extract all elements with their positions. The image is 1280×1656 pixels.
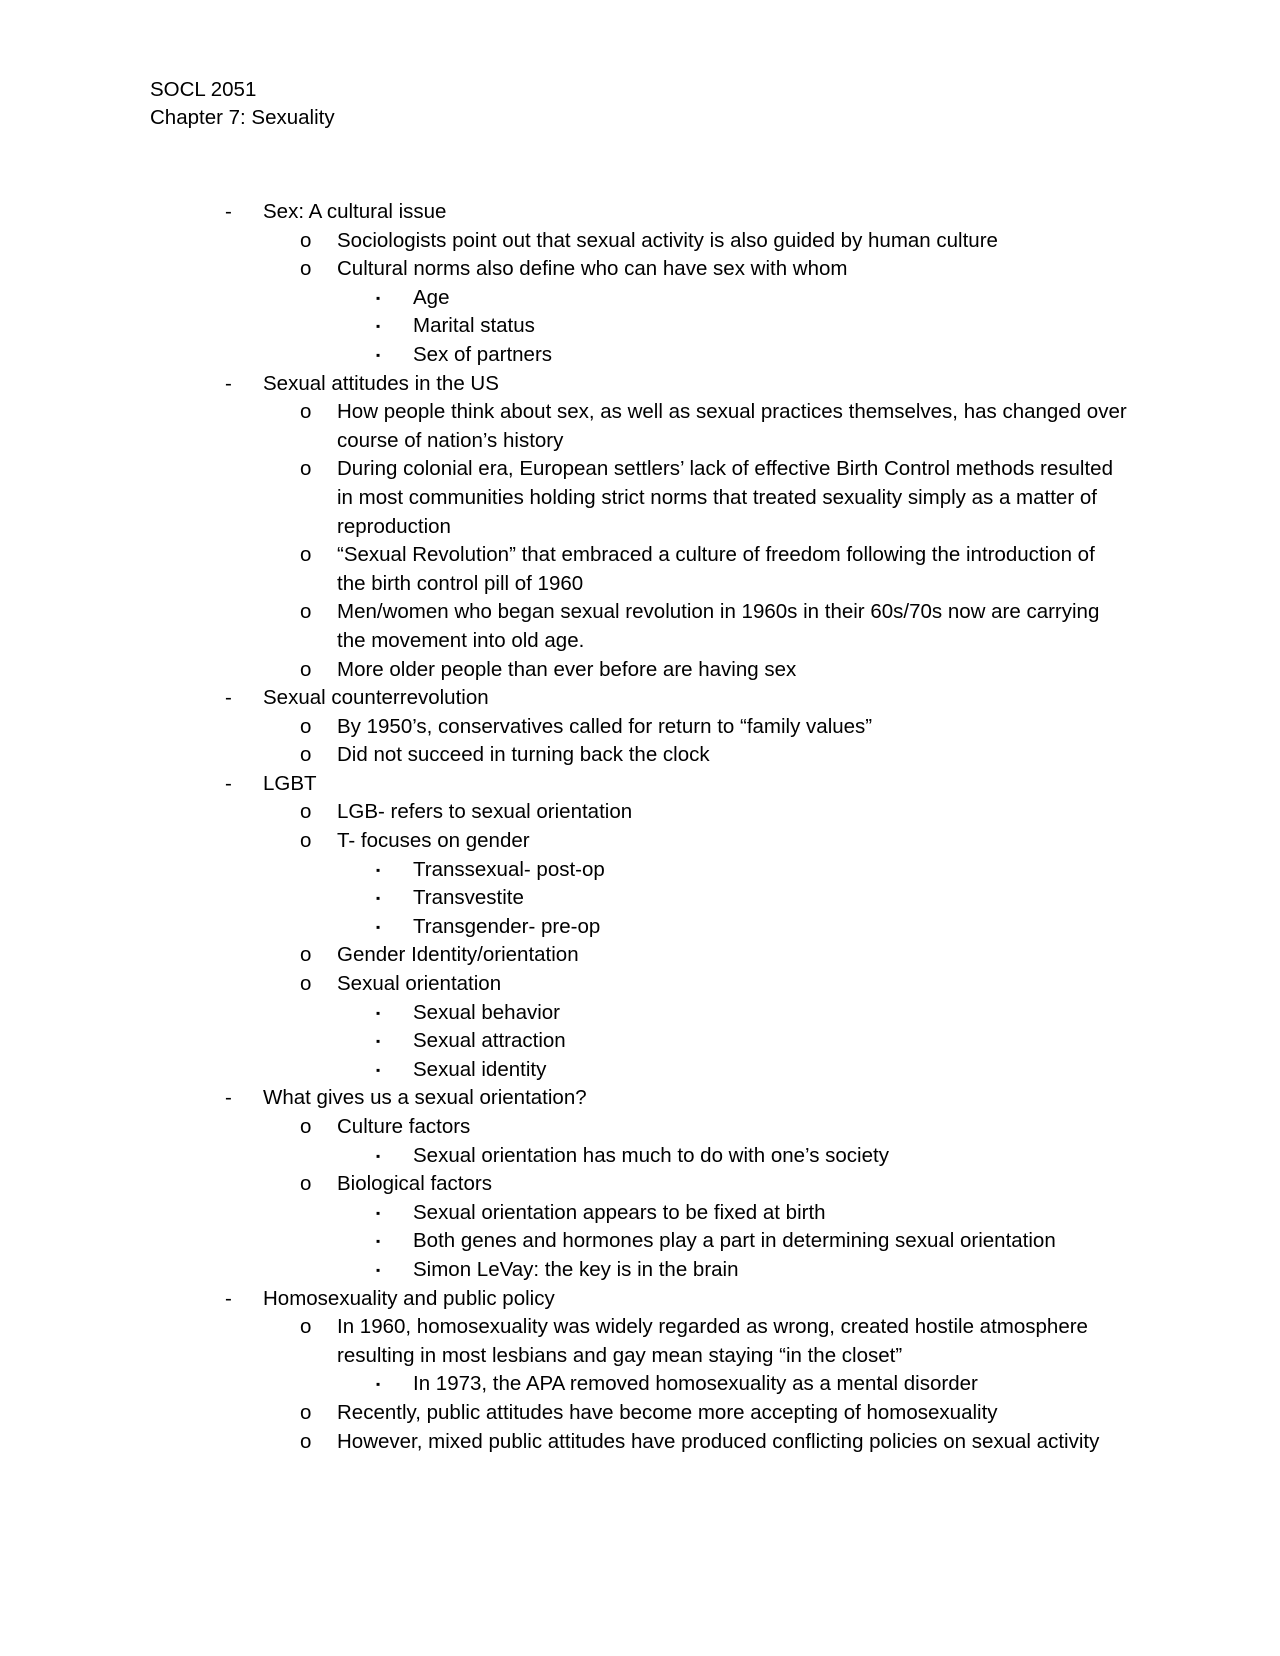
- bullet-marker-icon: o: [300, 1172, 312, 1196]
- bullet-marker-icon: ▪: [376, 1005, 381, 1020]
- course-code: SOCL 2051: [150, 78, 257, 101]
- bullet-marker-icon: ▪: [376, 1062, 381, 1077]
- outline-item-text: Transgender- pre-op: [413, 914, 601, 938]
- bullet-marker-icon: ▪: [376, 290, 381, 305]
- outline-item-level-3: [0, 1256, 1280, 1285]
- outline-item-text: Culture factors: [337, 1115, 471, 1138]
- outline-item-text: Sexual counterrevolution: [263, 686, 489, 710]
- outline-item-text: Cultural norms also define who can have sex with whom: [337, 257, 848, 281]
- outline-item-text: Men/women who began sexual revolution in 1960s in their 60s/70s now are carrying the movement into old age.: [337, 600, 1100, 652]
- outline-item-text: Both genes and hormones play a part in determining sexual orientation: [413, 1229, 1056, 1253]
- outline-item-text: Transvestite: [413, 886, 524, 910]
- outline-item-text: In 1960, homosexuality was widely regarded as wrong, created hostile atmosphere resulting in most lesbians and gay mean staying “in the closet”: [337, 1315, 1088, 1367]
- outline-item-text: Gender Identity/orientation: [337, 943, 579, 967]
- bullet-marker-icon: o: [300, 228, 312, 252]
- bullet-marker-icon: -: [225, 771, 232, 795]
- outline-item-level-2: [0, 455, 1127, 541]
- outline-item-level-3: [0, 999, 1280, 1028]
- outline-item-level-2: [0, 1170, 1127, 1199]
- outline-item-text: Sociologists point out that sexual activity is also guided by human culture: [337, 228, 998, 252]
- outline-item-text: How people think about sex, as well as sexual practices themselves, has changed over course of nation’s history: [337, 400, 1127, 452]
- outline-item-text: Age: [413, 285, 450, 309]
- outline-item-text: Transsexual- post-op: [413, 857, 605, 881]
- bullet-marker-icon: o: [300, 1400, 312, 1424]
- outline-item-text: Sex: A cultural issue: [263, 200, 447, 223]
- outline-item-text: “Sexual Revolution” that embraced a culture of freedom following the introduction of the birth control pill of 1960: [337, 543, 1095, 595]
- outline-item-level-2: [0, 398, 1127, 455]
- bullet-marker-icon: o: [300, 972, 312, 996]
- outline-item-text: Sexual behavior: [413, 1000, 561, 1024]
- bullet-marker-icon: o: [300, 400, 312, 424]
- outline-item-level-2: [0, 741, 1127, 770]
- bullet-marker-icon: o: [300, 943, 312, 967]
- bullet-marker-icon: o: [300, 743, 312, 767]
- outline-item-level-3: [0, 856, 1280, 885]
- outline-item-level-2: [0, 1313, 1127, 1370]
- bullet-marker-icon: -: [225, 371, 232, 395]
- outline-item-text: In 1973, the APA removed homosexuality as a mental disorder: [413, 1372, 978, 1396]
- outline-item-text: Sexual attraction: [413, 1029, 566, 1053]
- outline-item-text: LGBT: [263, 771, 317, 795]
- bullet-marker-icon: ▪: [376, 1377, 381, 1392]
- outline-item-level-3: [0, 913, 1280, 942]
- outline-item-text: More older people than ever before are having sex: [337, 657, 797, 681]
- notes-outline: [0, 198, 1280, 1456]
- bullet-marker-icon: o: [300, 257, 312, 281]
- bullet-marker-icon: ▪: [376, 319, 381, 334]
- document-header: [150, 76, 335, 132]
- outline-item-text: Sexual orientation has much to do with one’s society: [413, 1143, 889, 1167]
- bullet-marker-icon: ▪: [376, 891, 381, 906]
- outline-item-level-2: [0, 941, 1127, 970]
- bullet-marker-icon: -: [225, 686, 232, 710]
- outline-item-level-1: [0, 198, 1280, 227]
- bullet-marker-icon: ▪: [376, 1205, 381, 1220]
- outline-item-text: Sexual orientation appears to be fixed at birth: [413, 1200, 826, 1224]
- bullet-marker-icon: ▪: [376, 862, 381, 877]
- bullet-marker-icon: ▪: [376, 1034, 381, 1049]
- outline-item-text: Marital status: [413, 314, 535, 338]
- bullet-marker-icon: o: [300, 1429, 312, 1453]
- outline-item-level-2: [0, 227, 1127, 256]
- outline-item-level-3: [0, 284, 1280, 313]
- bullet-marker-icon: ▪: [376, 1148, 381, 1163]
- outline-item-text: Sexual orientation: [337, 972, 502, 996]
- bullet-marker-icon: o: [300, 714, 312, 738]
- bullet-marker-icon: -: [225, 1086, 232, 1110]
- bullet-marker-icon: o: [300, 600, 312, 624]
- outline-item-level-1: [0, 370, 1280, 399]
- outline-item-text: T- focuses on gender: [337, 829, 530, 853]
- outline-item-level-2: [0, 1399, 1127, 1428]
- outline-item-level-3: [0, 884, 1280, 913]
- outline-item-level-2: [0, 255, 1127, 284]
- outline-item-level-2: [0, 541, 1127, 598]
- bullet-marker-icon: ▪: [376, 347, 381, 362]
- outline-item-level-1: [0, 684, 1280, 713]
- outline-item-level-1: [0, 770, 1280, 799]
- outline-item-level-2: [0, 713, 1127, 742]
- outline-item-level-2: [0, 598, 1127, 655]
- outline-item-level-3: [0, 1027, 1280, 1056]
- outline-item-level-3: [0, 1056, 1280, 1085]
- bullet-marker-icon: o: [300, 829, 312, 853]
- bullet-marker-icon: o: [300, 543, 312, 567]
- outline-item-level-2: [0, 827, 1127, 856]
- bullet-marker-icon: o: [300, 800, 312, 824]
- bullet-marker-icon: o: [300, 1115, 312, 1138]
- bullet-marker-icon: ▪: [376, 1262, 381, 1277]
- bullet-marker-icon: ▪: [376, 919, 381, 934]
- outline-item-level-3: [0, 1370, 1280, 1399]
- outline-item-text: By 1950’s, conservatives called for return to “family values”: [337, 714, 873, 738]
- outline-item-level-1: [0, 1084, 1280, 1113]
- outline-item-level-2: [0, 1113, 1127, 1142]
- bullet-marker-icon: ▪: [376, 1234, 381, 1249]
- outline-item-level-3: [0, 341, 1280, 370]
- outline-item-level-3: [0, 1142, 1280, 1171]
- bullet-marker-icon: o: [300, 457, 312, 481]
- outline-item-level-2: [0, 798, 1127, 827]
- outline-item-text: LGB- refers to sexual orientation: [337, 800, 633, 824]
- outline-item-text: Did not succeed in turning back the clock: [337, 743, 710, 767]
- outline-item-level-2: [0, 1428, 1127, 1457]
- outline-item-text: Sexual attitudes in the US: [263, 371, 499, 395]
- outline-item-text: What gives us a sexual orientation?: [263, 1086, 587, 1110]
- outline-item-text: Sexual identity: [413, 1057, 547, 1081]
- outline-item-text: Sex of partners: [413, 342, 553, 366]
- outline-item-text: Biological factors: [337, 1172, 492, 1196]
- bullet-marker-icon: -: [225, 200, 232, 223]
- outline-item-text: Simon LeVay: the key is in the brain: [413, 1257, 739, 1281]
- outline-item-text: During colonial era, European settlers’ lack of effective Birth Control methods resulted in most communities holding strict norms that treated sexuality simply as a matter of reproduction: [337, 457, 1113, 538]
- outline-item-text: Recently, public attitudes have become more accepting of homosexuality: [337, 1400, 998, 1424]
- outline-item-level-3: [0, 1227, 1280, 1256]
- outline-item-level-2: [0, 656, 1127, 685]
- outline-item-level-3: [0, 312, 1280, 341]
- bullet-marker-icon: o: [300, 657, 312, 681]
- outline-item-level-1: [0, 1285, 1280, 1314]
- outline-item-text: However, mixed public attitudes have produced conflicting policies on sexual activity: [337, 1429, 1100, 1453]
- outline-item-level-2: [0, 970, 1127, 999]
- bullet-marker-icon: o: [300, 1315, 312, 1339]
- chapter-title: Chapter 7: Sexuality: [150, 106, 335, 129]
- bullet-marker-icon: -: [225, 1286, 232, 1310]
- outline-item-text: Homosexuality and public policy: [263, 1286, 555, 1310]
- outline-item-level-3: [0, 1199, 1280, 1228]
